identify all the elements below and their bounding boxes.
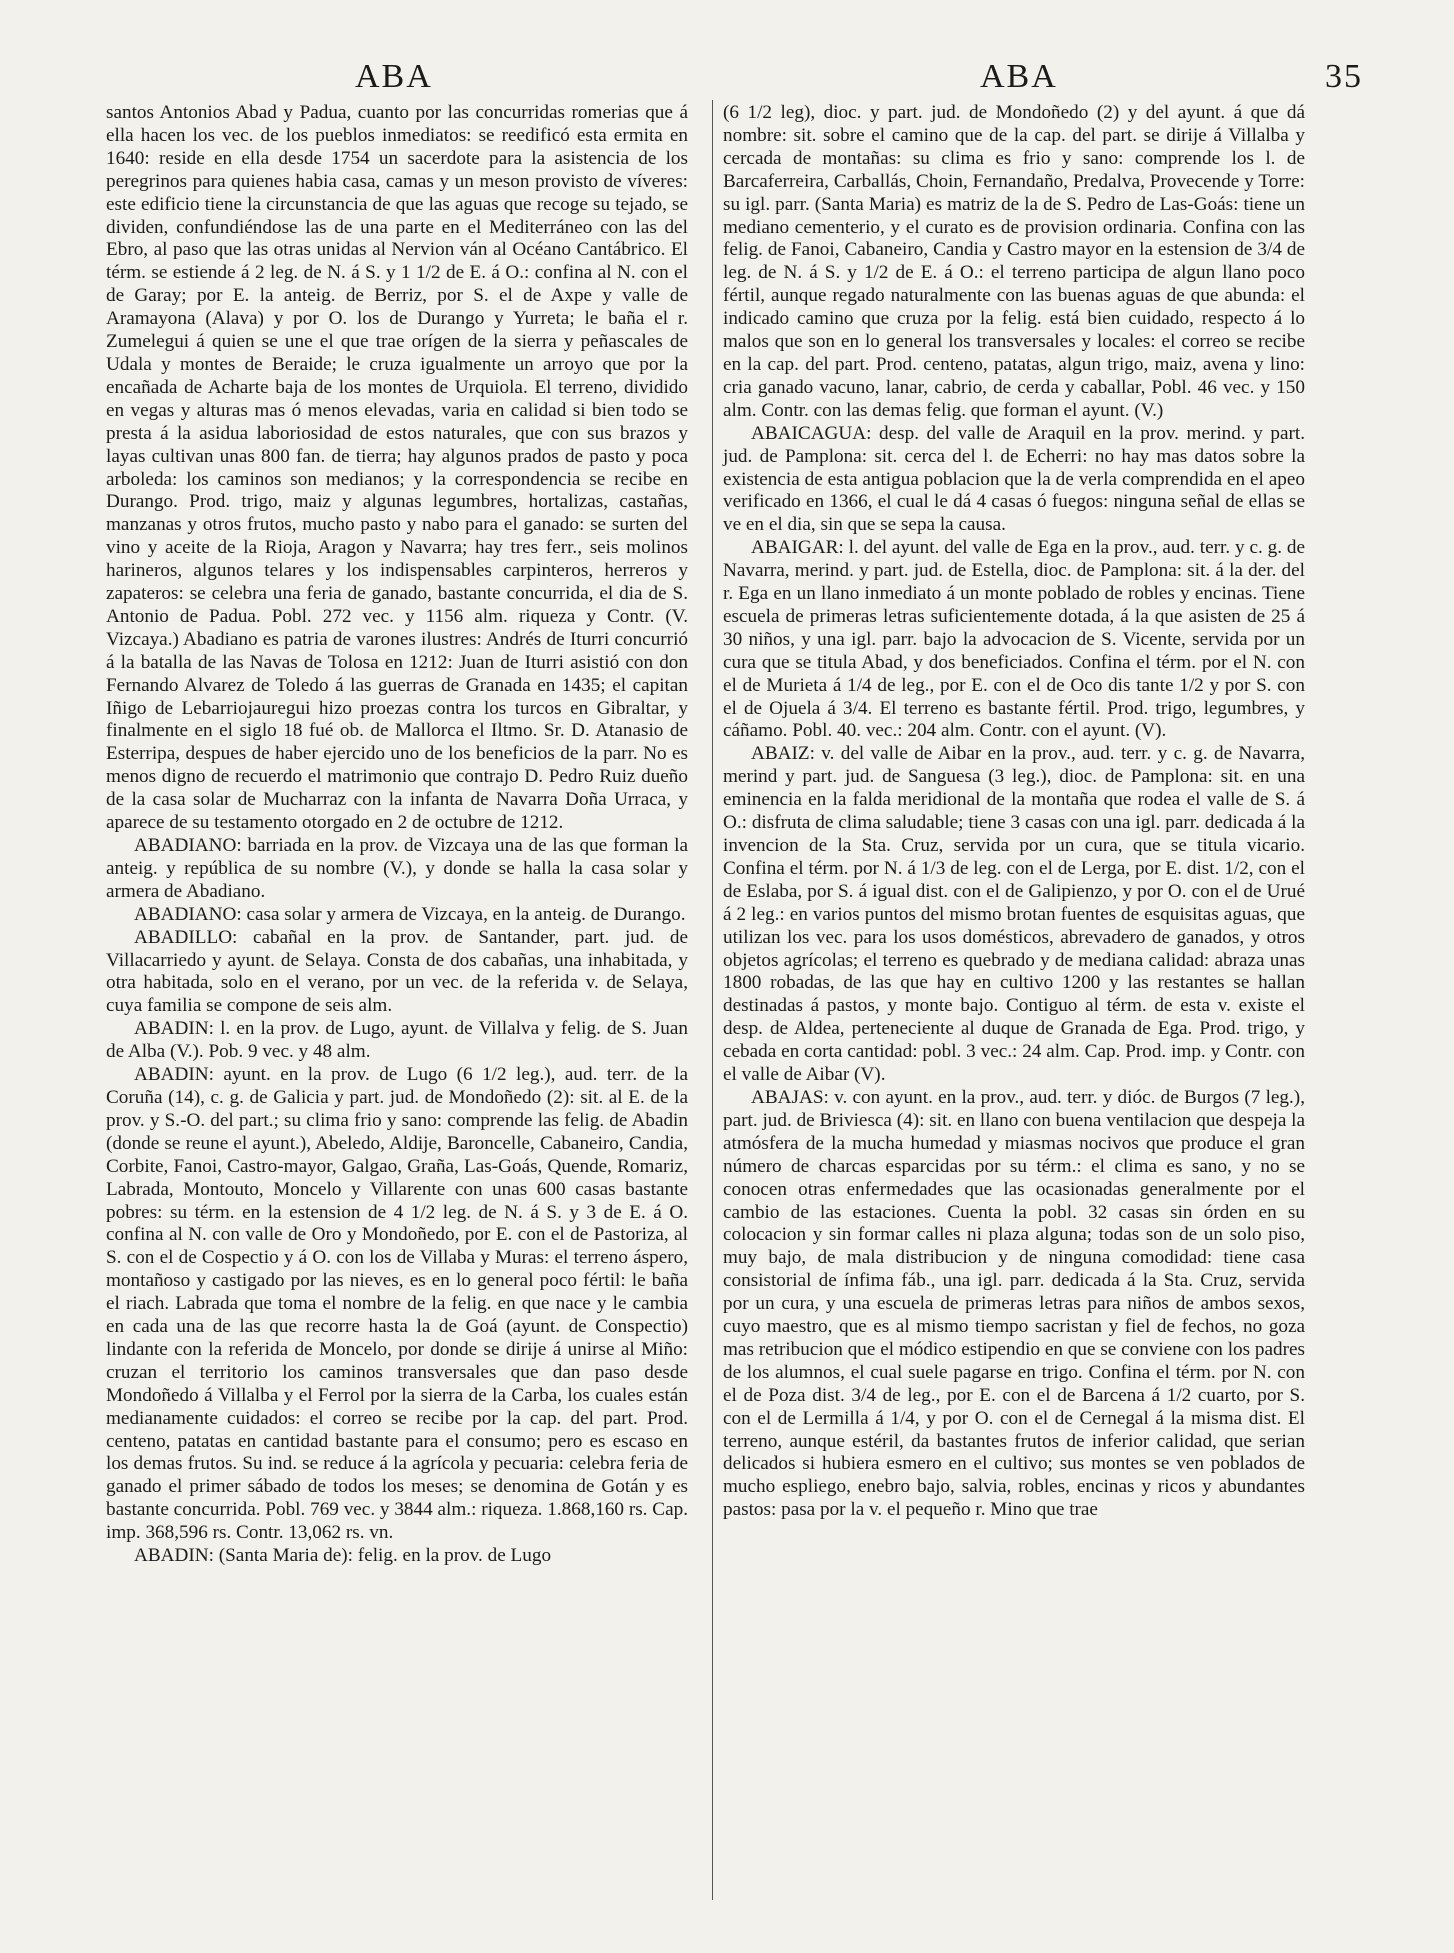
page-number: 35 — [1325, 58, 1363, 95]
entry — [106, 1064, 688, 1545]
entry-body: santos Antonios Abad y Padua, cuanto por las concurridas romerias que á ella hacen los vec. de los pueblos inmediatos: se reedificó esta ermita en 1640: reside en ella desde 1754 un sacerdote para la asistencia de los peregrinos para quienes habia casa, camas y un meson provisto de víveres: este edificio tiene la circunstancia de que las aguas que recoge su tejado, se dividen, confundiéndose las de una parte en el Mediterráneo con las del Ebro, al paso que las otras unidas al Nervion ván al Océano Cantábrico. El térm. se estiende á 2 leg. de N. á S. y 1 1/2 de E. á O.: confina al N. con el de Garay; por E. la anteig. de Berriz, por S. el de Axpe y valle de Aramayona (Alava) y por O. los de Durango y Yurreta; le baña el r. Zumelegui á quien se une el que trae orígen de la sierra y peñascales de Udala y montes de Beraide; le cruza igualmente un arroyo que por la encañada de Acharte baja de los montes de Urquiola. El terreno, dividido en vegas y alturas mas ó menos elevadas, varia en calidad si bien todo se presta á la asidua laboriosidad de estos naturales, que con sus brazos y layas cultivan unas 800 fan. de tierra; hay algunos prados de pasto y poca arboleda: los caminos son medianos; y la correspondencia se recibe en Durango. Prod. trigo, maiz y algunas legumbres, hortalizas, castañas, manzanas y otros frutos, mucho pasto y nabo para el ganado: se surten del vino y aceite de la Rioja, Aragon y Navarra; hay tres ferr., seis molinos harineros, algunos telares y los indispensables carpinteros, herreros y zapateros: se celebra una feria de ganado, bastante concurrida, el dia de S. Antonio de Padua. Pobl. 272 vec. y 1156 alm. riqueza y Contr. (V. Vizcaya.) Abadiano es patria de varones ilustres: Andrés de Iturri concurrió á la batalla de las Navas de Tolosa en 1212: Juan de Iturri asistió con don Fernando Alvarez de Toledo á las guerras de Granada en 1435; el capitan Iñigo de Lebarriojauregui hizo proezas contra los turcos en Gibraltar, y finalmente en el siglo 18 fué ob. de Mallorca el Iltmo. Sr. D. Atanasio de Esterripa, despues de haber ejercido uno de los beneficios de la parr. No es menos digno de recuerdo el matrimonio que contrajo D. Pedro Ruiz dueño de la casa solar de Mucharraz con la infanta de Navarra Doña Urraca, y aparece de su testamento otorgado en 2 de octubre de 1212. — [106, 102, 688, 834]
running-head — [0, 58, 1454, 98]
entry-body: (6 1/2 leg), dioc. y part. jud. de Mondoñedo (2) y del ayunt. á que dá nombre: sit. sobre el camino que de la cap. del part. se dirije á Villalba y cercada de montañas: su clima es frio y sano: comprende los l. de Barcaferreira, Carballás, Choin, Fernandaño, Predalva, Provecende y Torre: su igl. parr. (Santa Maria) es matriz de la de S. Pedro de Las-Goás: tiene un mediano cementerio, y el curato es de provision ordinaria. Confina con las felig. de Fanoi, Cabaneiro, Candia y Castro mayor en la estension de 3/4 de leg. de N. á S. y 1/2 de E. á O.: el terreno participa de algun llano poco fértil, aunque regado naturalmente con las buenas aguas de que abunda: el indicado camino que cruza por la felig. está bien cuidado, respecto á lo malos que son en lo general los transversales y locales: el correo se recibe en la cap. del part. Prod. centeno, patatas, algun trigo, maiz, avena y lino: cria ganado vacuno, lanar, cabrio, de cerda y caballar, Pobl. 46 vec. y 150 alm. Contr. con las demas felig. que forman el ayunt. (V.) — [723, 102, 1305, 421]
entry-headword: ABADILLO: — [134, 926, 238, 948]
entry — [106, 102, 688, 835]
entry-body: desp. del valle de Araquil en la prov. merind. y part. jud. de Pamplona: sit. cerca del l. de Echerri: no hay mas datos sobre la existencia de esta antigua poblacion que la de verla comprendida en el apeo verificado en 1366, el cual le dá 4 casas ó fuegos: ninguna señal de ellas se ve en el dia, sin que se sepa la causa. — [723, 422, 1305, 536]
entry — [106, 1545, 688, 1568]
entry — [723, 743, 1305, 1087]
right-column — [723, 102, 1305, 1522]
entry-body: v. con ayunt. en la prov., aud. terr. y dióc. de Burgos (7 leg.), part. jud. de Briviesca (4): sit. en llano con buena ventilacion que despeja la atmósfera de la mucha humedad y miasmas nocivos que produce el gran número de charcas esparcidas por su térm.: el clima es sano, y no se conocen otras enfermedades que las ocasionadas generalmente por el cambio de las estaciones. Cuenta la pobl. 32 casas sin órden en su colocacion y sin formar calles ni plaza alguna; todas son de un solo piso, muy bajo, de mala distribucion y de ninguna comodidad: tiene casa consistorial de ínfima fáb., una igl. parr. dedicada á la Sta. Cruz, servida por un cura, y una escuela de primeras letras para niños de ambos sexos, cuyo maestro, que es al mismo tiempo sacristan y fiel de fechos, no goza mas retribucion que el módico estipendio en que se conviene con los padres de los alumnos, el cual suele pagarse en trigo. Confina el térm. por N. con el de Poza dist. 3/4 de leg., por E. con el de Barcena á 1/2 cuarto, por S. con el de Lermilla á 1/4, y por O. con el de Cernegal á la misma dist. El terreno, aunque estéril, da bastantes frutos de inferior calidad, que serian delicados si hubiera esmero en el cultivo; sus montes se ven poblados de mucho espliego, enebro bajo, salvia, robles, encinas y ricos y abundantes pastos: pasa por la v. el pequeño r. Mino que trae — [723, 1086, 1305, 1521]
entry — [723, 423, 1305, 538]
entry-body: v. del valle de Aibar en la prov., aud. terr. y c. g. de Navarra, merind y part. jud. de Sanguesa (3 leg.), dioc. de Pamplona: sit. en una eminencia en la falda meridional de la montaña que rodea el valle de S. á O.: disfruta de clima saludable; tiene 3 casas con una igl. parr. dedicada á la invencion de la Sta. Cruz, servida por un cura, que se titula vicario. Confina el térm. por N. á 1/3 de leg. con el de Lerga, por E. dist. 1/2, con el de Eslaba, por S. á igual dist. con el de Galipienzo, y por O. con el de Urué á 2 leg.: en varios puntos del mismo brotan fuentes de esquisitas aguas, que utilizan los vec. para los usos domésticos, abrevadero de ganados, y otros objetos agrícolas; el terreno es quebrado y de mediana calidad: abraza unas 1800 robadas, de las que hay en cultivo 1200 y las restantes se hallan destinadas á pastos, y monte bajo. Contiguo al térm. de esta v. existe el desp. de Aldea, perteneciente al duque de Granada de Ega. Prod. trigo, y cebada en corta cantidad: pobl. 3 vec.: 24 alm. Cap. Prod. imp. y Contr. con el valle de Aibar (V). — [723, 743, 1305, 1086]
left-column — [106, 102, 688, 1568]
entry-headword: ABAIGAR: — [751, 537, 844, 559]
entry — [723, 537, 1305, 743]
entry-body: l. en la prov. de Lugo, ayunt. de Villalva y felig. de S. Juan de Alba (V.). Pob. 9 vec. y 48 alm. — [106, 1018, 688, 1063]
entry-body: l. del ayunt. del valle de Ega en la prov., aud. terr. y c. g. de Navarra, merind. y part. jud. de Estella, dioc. de Pamplona: sit. á la der. del r. Ega en un llano inmediato á un monte poblado de robles y encinas. Tiene escuela de primeras letras suficientemente dotada, á la que asisten de 25 á 30 niños, y una igl. parr. bajo la advocacion de S. Vicente, servida por un cura que se titula Abad, y dos beneficiados. Confina el térm. por el N. con el de Murieta á 1/4 de leg., por E. con el de Oco dis tante 1/2 y por S. con el de Ojuela á 3/4. El terreno es bastante fértil. Prod. trigo, legumbres, y cáñamo. Pobl. 40. vec.: 204 alm. Contr. con el ayunt. (V). — [723, 537, 1305, 742]
entry — [106, 927, 688, 1019]
entry-headword: ABADIANO: — [134, 903, 242, 925]
entry-body: ayunt. en la prov. de Lugo (6 1/2 leg.), aud. terr. de la Coruña (14), c. g. de Galicia y part. jud. de Mondoñedo (2): sit. al E. de la prov. y S.-O. del part.; su clima frio y sano: comprende las felig. de Abadin (donde se reune el ayunt.), Abeledo, Aldije, Baroncelle, Cabaneiro, Candia, Corbite, Fanoi, Castro-mayor, Galgao, Graña, Las-Goás, Quende, Romariz, Labrada, Montouto, Moncelo y Villarente con unas 600 casas bastante pobres: su térm. en la estension de 4 1/2 leg. de N. á S. y 3 de E. á O. confina al N. con valle de Oro y Mondoñedo, por E. con el de Pastoriza, al S. con el de Cospectio y á O. con los de Villaba y Muras: el terreno áspero, montañoso y castigado por las nieves, es en lo general poco fértil: le baña el riach. Labrada que toma el nombre de la felig. en que nace y le cambia en cada una de las que recorre hasta la de Goá (ayunt. de Conspectio) lindante con la referida de Moncelo, por donde se dirije á unirse al Miño: cruzan el territorio los caminos transversales que dan paso desde Mondoñedo á Villalba y el Ferrol por la sierra de la Carba, los cuales están medianamente cuidados: el correo se recibe por la cap. del part. Prod. centeno, patatas en cantidad bastante para el consumo; pero es escaso en los demas frutos. Su ind. se reduce á la agrícola y pecuaria: celebra feria de ganado el primer sábado de todos los meses; se denomina de Gotán y es bastante concurrida. Pobl. 769 vec. y 3844 alm.: riqueza. 1.868,160 rs. Cap. imp. 368,596 rs. Contr. 13,062 rs. vn. — [106, 1064, 688, 1544]
running-head-left: ABA — [355, 58, 433, 95]
entry-headword: ABAJAS: — [751, 1086, 829, 1108]
entry-headword: ABADIN: — [134, 1545, 214, 1567]
entry-body: barriada en la prov. de Vizcaya una de las que forman la anteig. y república de su nombre (V.), y donde se halla la casa solar y armera de Abadiano. — [106, 835, 688, 902]
entry-headword: ABAICAGUA: — [751, 422, 872, 444]
entry-headword: ABADIN: — [134, 1064, 214, 1086]
entry — [106, 835, 688, 904]
entry — [723, 1087, 1305, 1522]
entry — [723, 102, 1305, 423]
running-head-right: ABA — [980, 58, 1058, 95]
entry-headword: ABAIZ: — [751, 743, 815, 765]
entry — [106, 1018, 688, 1064]
entry — [106, 904, 688, 927]
entry-body: casa solar y armera de Vizcaya, en la anteig. de Durango. — [241, 903, 686, 925]
entry-headword: ABADIN: — [134, 1018, 214, 1040]
column-divider — [712, 100, 713, 1900]
entry-body: cabañal en la prov. de Santander, part. jud. de Villacarriedo y ayunt. de Selaya. Consta de dos cabañas, una inhabitada, y otra habitada, solo en el verano, por un vec. de la referida v. de Selaya, cuya familia se compone de seis alm. — [106, 926, 688, 1017]
entry-body: (Santa Maria de): felig. en la prov. de Lugo — [213, 1545, 552, 1567]
entry-headword: ABADIANO: — [134, 835, 242, 856]
